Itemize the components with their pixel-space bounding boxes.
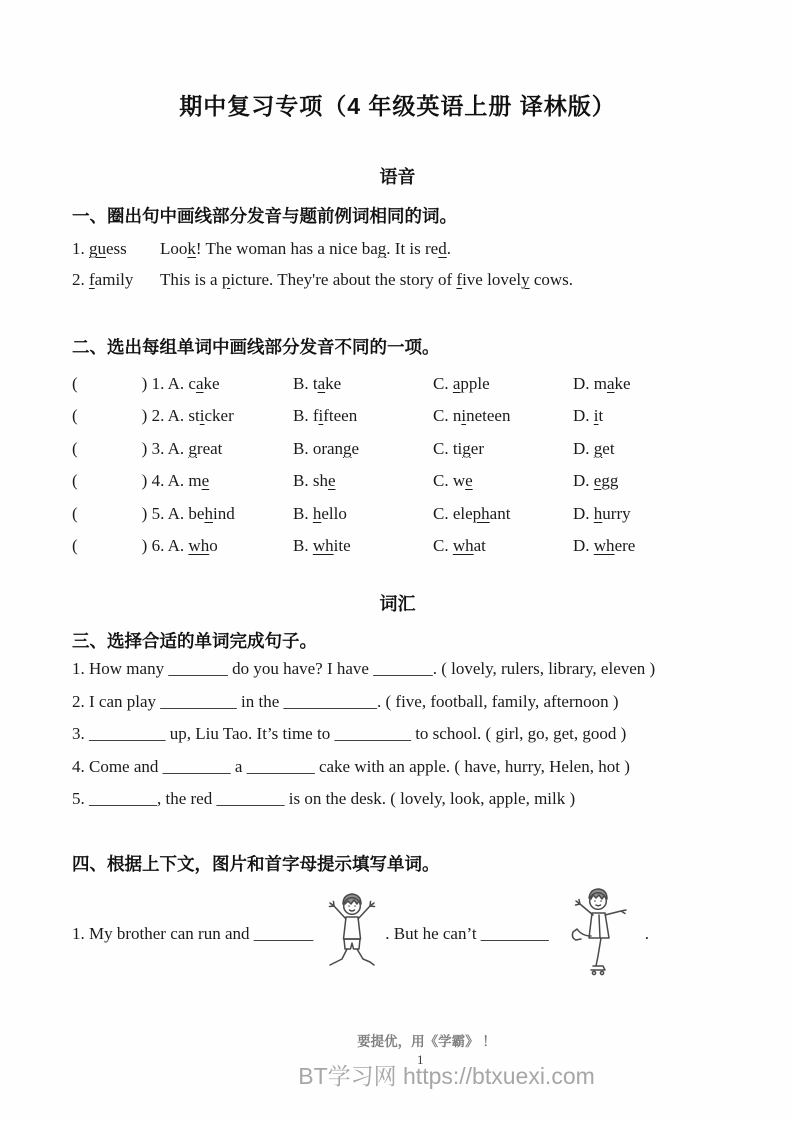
part4-item-1 xyxy=(72,884,723,984)
part2-row-6-option-a xyxy=(72,530,293,562)
skating-boy-image xyxy=(563,886,639,982)
part2-row-2-option-c: C. nineteen xyxy=(433,406,511,426)
part2-row-4-option-d: D. egg xyxy=(573,471,619,491)
option-a-text: ) 6. A. who xyxy=(141,536,218,556)
part2-row-1-option-a xyxy=(72,368,293,400)
part1-item-1-sentence: Look! The woman has a nice bag. It is red. xyxy=(160,239,451,258)
page-title: 期中复习专项（4 年级英语上册 译林版） xyxy=(179,93,616,119)
part2-row-3-option-c: C. tiger xyxy=(433,438,485,458)
part1-item-2 xyxy=(72,269,723,290)
part2-row-5-option-b: B. hello xyxy=(293,503,347,523)
part2-table xyxy=(72,368,723,562)
part2-row-6 xyxy=(72,530,723,562)
part4-item-1-text2: . But he can’t ________ xyxy=(385,924,549,944)
part1-item-1 xyxy=(72,238,723,259)
part2-row-6-option-d: D. where xyxy=(573,536,636,556)
answer-bracket: ( xyxy=(72,406,78,426)
part2-row-2-option-b: B. fifteen xyxy=(293,406,358,426)
part2-row-4-option-a xyxy=(72,465,293,497)
part2-row-1-option-c: C. apple xyxy=(433,374,490,393)
part2-row-2 xyxy=(72,400,723,432)
part1-item-1-keyword: 1. guess xyxy=(72,239,127,258)
page-number: 1 xyxy=(417,1052,424,1067)
part2-row-1-option-b: B. take xyxy=(293,374,342,393)
option-a-text: ) 3. A. great xyxy=(141,438,223,458)
part3-item-5: 5. ________, the red ________ is on the desk. ( lovely, look, apple, milk ) xyxy=(72,789,576,809)
part2-row-3 xyxy=(72,433,723,465)
footer-slogan: 要提优，用《学霸》 ！ xyxy=(357,1034,496,1049)
part2-row-5-option-a xyxy=(72,498,293,530)
part2-row-2-option-d: D. it xyxy=(573,406,604,426)
part2-row-4 xyxy=(72,465,723,497)
option-a-text: ) 4. A. me xyxy=(141,471,210,491)
part3-item-3: 3. _________ up, Liu Tao. It’s time to _________ to school. ( girl, go, get, good ) xyxy=(72,724,627,744)
part1-item-2-keyword: 2. family xyxy=(72,270,134,289)
part2-row-5-option-d: D. hurry xyxy=(573,503,631,523)
option-a-text: ) 1. A. cake xyxy=(141,374,220,393)
answer-bracket: ( xyxy=(72,438,78,458)
part1-item-2-sentence: This is a picture. They're about the story of five lovely cows. xyxy=(160,270,574,289)
part2-row-4-option-c: C. we xyxy=(433,471,473,491)
part2-row-6-option-c: C. what xyxy=(433,536,486,556)
part2-row-6-option-b: B. white xyxy=(293,536,351,556)
part3-heading: 三、选择合适的单词完成句子。 xyxy=(72,631,317,652)
option-a-text: ) 5. A. behind xyxy=(141,503,235,523)
section-heading-vocab: 词汇 xyxy=(379,594,416,615)
answer-bracket: ( xyxy=(72,503,78,523)
part2-row-5-option-c: C. elephant xyxy=(433,503,511,523)
answer-bracket: ( xyxy=(72,471,78,491)
part1-heading: 一、圈出句中画线部分发音与题前例词相同的词。 xyxy=(72,206,457,226)
part3-item-1: 1. How many _______ do you have? I have _______. ( lovely, rulers, library, eleven ) xyxy=(72,659,656,679)
part2-row-4-option-b: B. she xyxy=(293,471,336,491)
answer-bracket: ( xyxy=(72,536,78,556)
part4-heading: 四、根据上下文，图片和首字母提示填写单词。 xyxy=(72,854,440,875)
option-a-text: ) 2. A. sticker xyxy=(141,406,234,426)
part4-item-1-text1: 1. My brother can run and _______ xyxy=(72,924,314,944)
section-heading-phonetics: 语音 xyxy=(379,167,416,187)
part4-item-1-text3: . xyxy=(644,924,650,944)
part2-row-3-option-a xyxy=(72,433,293,465)
part2-row-1-option-d: D. make xyxy=(573,374,631,393)
part3-item-2: 2. I can play _________ in the ___________. ( five, football, family, afternoon ) xyxy=(72,691,619,711)
part2-row-1 xyxy=(72,368,723,400)
part2-row-3-option-b: B. orange xyxy=(293,438,360,458)
part2-row-3-option-d: D. get xyxy=(573,438,615,458)
part2-heading: 二、选出每组单词中画线部分发音不同的一项。 xyxy=(72,337,440,357)
part3-item-4: 4. Come and ________ a ________ cake with an apple. ( have, hurry, Helen, hot ) xyxy=(72,756,630,776)
jumping-boy-image xyxy=(323,891,381,977)
part2-row-2-option-a xyxy=(72,400,293,432)
site-watermark: BT学习网 https://btxuexi.com xyxy=(298,1063,595,1089)
answer-bracket: ( xyxy=(72,374,78,393)
part2-row-5 xyxy=(72,498,723,530)
